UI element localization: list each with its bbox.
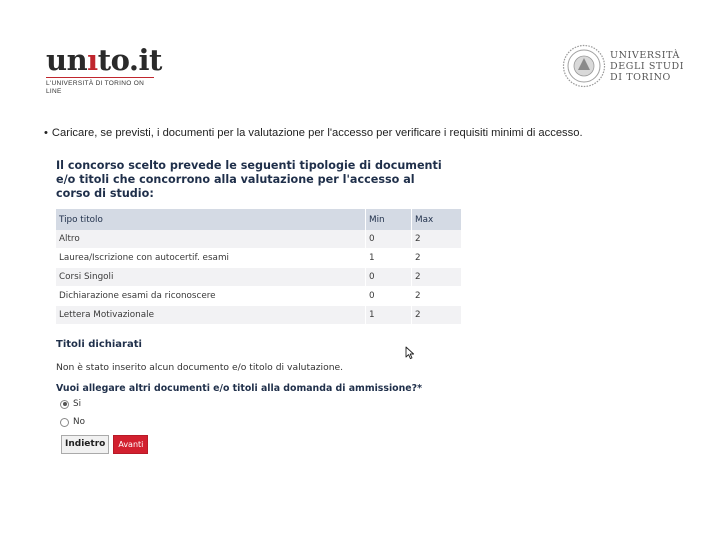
- cell-type: Lettera Motivazionale: [56, 306, 366, 325]
- unito-tagline: L'UNIVERSITÀ DI TORINO ON LINE: [46, 77, 154, 96]
- radio-checked-icon[interactable]: [60, 400, 69, 409]
- table-row: [56, 249, 462, 268]
- cell-max: 2: [412, 306, 462, 325]
- table-header-row: [56, 209, 462, 230]
- form-buttons: [61, 435, 466, 454]
- cell-min: 0: [366, 230, 412, 249]
- university-name: UNIVERSITÀ DEGLI STUDI DI TORINO: [610, 49, 685, 83]
- cell-type: Corsi Singoli: [56, 268, 366, 287]
- intro-bullet-text: [44, 127, 583, 139]
- mouse-pointer-icon: [405, 346, 415, 360]
- attach-question: Vuoi allegare altri documenti e/o titoli alla domanda di ammissione?*: [56, 383, 422, 394]
- no-documents-notice: Non è stato inserito alcun documento e/o titolo di valutazione.: [56, 362, 344, 373]
- cell-type: Altro: [56, 230, 366, 249]
- cell-max: 2: [412, 230, 462, 249]
- cell-min: 1: [366, 249, 412, 268]
- intro-text: Caricare, se previsti, i documenti per la valutazione per l'accesso per verificare i requisiti minimi di accesso.: [51, 127, 583, 139]
- titles-table: [56, 209, 462, 325]
- cell-max: 2: [412, 249, 462, 268]
- next-button[interactable]: Avanti: [113, 435, 148, 454]
- back-button[interactable]: Indietro: [61, 435, 109, 454]
- cell-min: 0: [366, 287, 412, 306]
- cell-min: 1: [366, 306, 412, 325]
- table-row: [56, 268, 462, 287]
- unito-logo: [46, 43, 162, 96]
- unito-wordmark: unıto.it: [46, 43, 162, 77]
- university-logo: [562, 44, 684, 88]
- cell-max: 2: [412, 287, 462, 306]
- cell-type: Dichiarazione esami da riconoscere: [56, 287, 366, 306]
- table-row: [56, 230, 462, 249]
- column-header-max: Max: [412, 209, 462, 230]
- cell-type: Laurea/Iscrizione con autocertif. esami: [56, 249, 366, 268]
- radio-label-no: No: [73, 417, 85, 427]
- column-header-type: Tipo titolo: [56, 209, 366, 230]
- radio-option-si[interactable]: [56, 399, 466, 409]
- radio-unchecked-icon[interactable]: [60, 418, 69, 427]
- table-row: [56, 287, 462, 306]
- declared-titles-heading: Titoli dichiarati: [56, 339, 142, 350]
- cell-min: 0: [366, 268, 412, 287]
- documents-panel: [56, 159, 466, 454]
- bullet-icon: •: [44, 127, 48, 139]
- radio-option-no[interactable]: [56, 417, 466, 427]
- cell-max: 2: [412, 268, 462, 287]
- radio-label-si: Si: [73, 399, 82, 409]
- table-row: [56, 306, 462, 325]
- university-seal-icon: [562, 44, 606, 88]
- column-header-min: Min: [366, 209, 412, 230]
- panel-heading: Il concorso scelto prevede le seguenti tipologie di documenti e/o titoli che concorrono alla valutazione per l'accesso al corso di studio:: [56, 159, 442, 200]
